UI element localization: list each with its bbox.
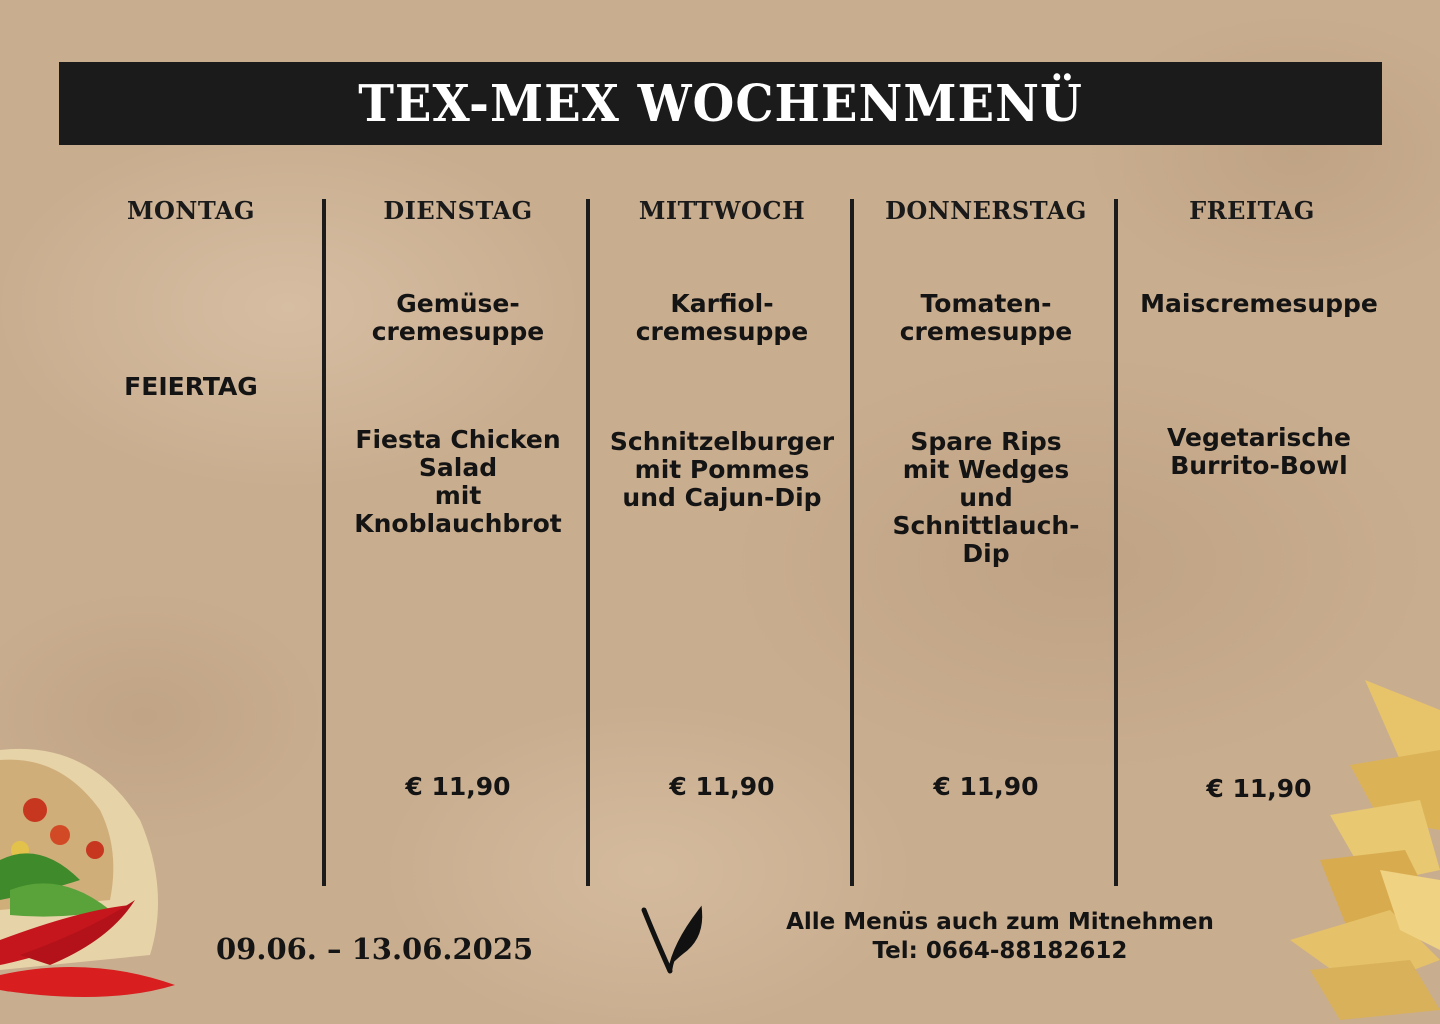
price-label: € 11,90 [933,772,1039,801]
column-divider [1114,199,1118,886]
page-title: TEX-MEX WOCHENMENÜ [358,74,1083,133]
holiday-label: FEIERTAG [124,372,258,401]
price-label: € 11,90 [669,772,775,801]
footer-contact [780,908,1220,966]
main-dish: Vegetarische Burrito-Bowl [1167,423,1351,480]
soup-item: Karfiol- cremesuppe [635,289,809,346]
day-heading: MITTWOCH [638,196,806,225]
date-range: 09.06. – 13.06.2025 [216,932,534,966]
day-column-tuesday [326,190,590,890]
day-heading: DIENSTAG [383,196,533,225]
title-banner [59,62,1382,145]
day-column-wednesday [590,190,854,890]
taco-chili-image [0,740,185,1020]
day-heading: MONTAG [126,196,256,225]
day-heading: FREITAG [1189,196,1315,225]
vegetarian-leaf-icon [640,905,706,975]
price-label: € 11,90 [1206,774,1312,803]
soup-item: Tomaten- cremesuppe [899,289,1073,346]
main-dish: Spare Rips mit Wedges und Schnittlauch- Dip [892,427,1080,568]
day-column-thursday [854,190,1118,890]
main-dish: Fiesta Chicken Salad mit Knoblauchbrot [354,425,562,538]
nachos-image [1270,670,1440,1024]
soup-item: Gemüse- cremesuppe [371,289,545,346]
day-heading: DONNERSTAG [885,196,1087,225]
phone-number: Tel: 0664-88182612 [872,938,1128,964]
price-label: € 11,90 [405,772,511,801]
main-dish: Schnitzelburger mit Pommes und Cajun-Dip [609,427,835,512]
soup-item: Maiscremesuppe [1140,289,1378,318]
takeaway-note: Alle Menüs auch zum Mitnehmen [786,909,1214,935]
